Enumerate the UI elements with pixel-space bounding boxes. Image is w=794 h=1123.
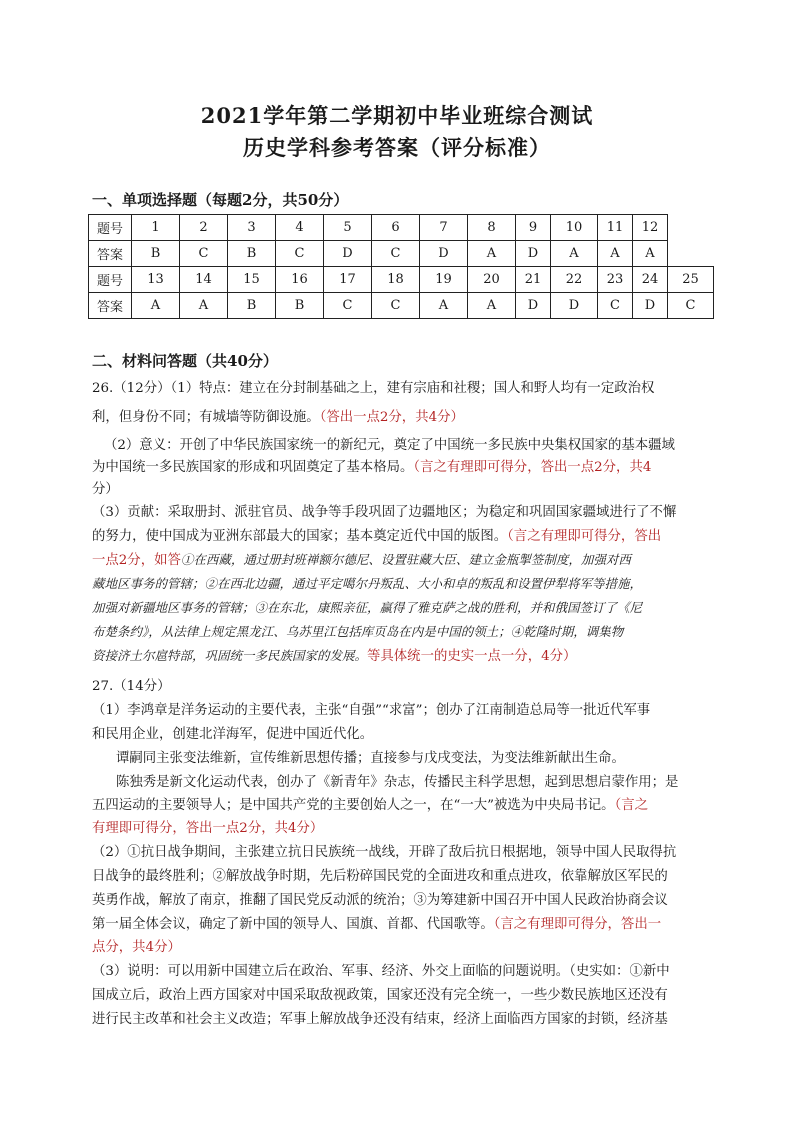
table-cell: A xyxy=(132,293,180,319)
scoring-note: 等具体统一的史实一点一分，4分） xyxy=(367,649,577,664)
answer-text: 五四运动的主要领导人；是中国共产党的主要创始人之一，在“一大”被选为中央局书记。 xyxy=(92,798,615,813)
q27-line xyxy=(92,795,722,817)
q27-line: 和民用企业，创建北洋海军，促进中国近代化。 xyxy=(92,727,374,742)
table-cell: 16 xyxy=(276,267,324,293)
q26-line: 藏地区事务的管辖；②在西北边疆，通过平定噶尔丹叛乱、大小和卓的叛乱和设置伊犁将军等措施， xyxy=(92,576,643,591)
row-label: 答案 xyxy=(89,293,132,319)
empty-cell xyxy=(668,215,714,241)
table-cell: A xyxy=(180,293,228,319)
table-cell: 25 xyxy=(668,267,714,293)
table-cell: 20 xyxy=(468,267,516,293)
table-cell: 3 xyxy=(228,215,276,241)
q26-line xyxy=(92,645,722,668)
table-cell: A xyxy=(468,241,516,267)
q27-line: 谭嗣同主张变法维新，宣传维新思想传播；直接参与戊戌变法，为变法维新献出生命。 xyxy=(116,751,625,766)
q27-line: 英勇作战，解放了南京，推翻了国民党反动派的统治；③为筹建新中国召开中国人民政治协商会议 xyxy=(92,893,668,908)
table-cell: D xyxy=(516,241,551,267)
table-cell: D xyxy=(551,293,598,319)
answer-text: 为中国统一多民族国家的形成和巩固奠定了基本格局。 xyxy=(92,460,414,475)
answer-text: 利，但身份不同；有城墙等防御设施。 xyxy=(92,410,320,425)
table-cell: B xyxy=(132,241,180,267)
table-cell: D xyxy=(324,241,372,267)
table-cell: A xyxy=(468,293,516,319)
table-cell: 24 xyxy=(633,267,668,293)
table-cell: 23 xyxy=(598,267,633,293)
q27-line: 27.（14分） xyxy=(92,679,171,694)
q27-line: （1）李鸿章是洋务运动的主要代表，主张“自强”“求富”；创办了江南制造总局等一批近代军事 xyxy=(92,703,651,718)
table-cell: B xyxy=(276,293,324,319)
table-cell: C xyxy=(598,293,633,319)
section-2-heading: 二、材料问答题（共40分） xyxy=(92,352,278,370)
table-cell: 9 xyxy=(516,215,551,241)
q27-line xyxy=(92,914,722,936)
table-cell: D xyxy=(516,293,551,319)
q27-line: 有理即可得分，答出一点2分，共4分） xyxy=(92,821,324,836)
q27-line: 进行民主改革和社会主义改造；军事上解放战争还没有结束，经济上面临西方国家的封锁，经济基 xyxy=(92,1012,668,1027)
table-cell: 10 xyxy=(551,215,598,241)
table-cell: A xyxy=(633,241,668,267)
table-cell: 7 xyxy=(420,215,468,241)
handwritten-answer: ①在西藏，通过册封班禅额尔德尼、设置驻藏大臣、建立金瓶掣签制度，加强对西 xyxy=(180,552,631,567)
q26-line: 26.（12分）（1）特点：建立在分封制基础之上，建有宗庙和社稷；国人和野人均有一定政治权 xyxy=(92,381,655,396)
table-cell: B xyxy=(228,241,276,267)
answer-row-2 xyxy=(89,293,714,319)
table-cell: 8 xyxy=(468,215,516,241)
table-cell: B xyxy=(228,293,276,319)
table-cell: C xyxy=(372,293,420,319)
row-label: 答案 xyxy=(89,241,132,267)
q26-line xyxy=(92,407,722,429)
table-cell: 15 xyxy=(228,267,276,293)
table-cell: 17 xyxy=(324,267,372,293)
section-1-heading: 一、单项选择题（每题2分，共50分） xyxy=(92,191,349,209)
scoring-note: （答出一点2分，共4分） xyxy=(319,410,464,425)
table-cell: C xyxy=(180,241,228,267)
scoring-note: （言之有理即可得分，答出一点2分，共4 xyxy=(413,460,652,475)
q26-line: 加强对新疆地区事务的管辖；③在东北，康熙亲征，赢得了雅克萨之战的胜利，并和俄国签订了《尼 xyxy=(92,600,643,615)
table-cell: 5 xyxy=(324,215,372,241)
table-cell: C xyxy=(668,293,714,319)
row-label: 题号 xyxy=(89,215,132,241)
table-cell: C xyxy=(372,241,420,267)
table-cell: 6 xyxy=(372,215,420,241)
q26-line xyxy=(92,549,722,572)
question-number-row-2 xyxy=(89,267,714,293)
q27-line: 国成立后，政治上西方国家对中国采取敌视政策，国家还没有完全统一，一些少数民族地区还没有 xyxy=(92,988,668,1003)
q26-line xyxy=(92,526,722,548)
table-cell: 13 xyxy=(132,267,180,293)
answer-table xyxy=(88,214,714,319)
table-cell: 22 xyxy=(551,267,598,293)
table-cell: 11 xyxy=(598,215,633,241)
scoring-note: （言之有理即可得分，答出 xyxy=(507,529,662,544)
table-cell: 1 xyxy=(132,215,180,241)
table-cell: A xyxy=(551,241,598,267)
table-cell: 21 xyxy=(516,267,551,293)
table-cell: 4 xyxy=(276,215,324,241)
q27-line: 日战争的最终胜利；②解放战争时期，先后粉碎国民党的全面进攻和重点进攻，依靠解放区军民的 xyxy=(92,869,668,884)
table-cell: 12 xyxy=(633,215,668,241)
q26-line: （2）意义：开创了中华民族国家统一的新纪元，奠定了中国统一多民族中央集权国家的基本疆域 xyxy=(104,438,675,453)
scoring-note: （言之有理即可得分，答出一 xyxy=(493,917,662,932)
q26-line: 分） xyxy=(92,482,119,497)
table-cell: 2 xyxy=(180,215,228,241)
scoring-note: 一点2分，如答 xyxy=(92,553,181,568)
empty-cell xyxy=(668,241,714,267)
table-cell: 18 xyxy=(372,267,420,293)
table-cell: D xyxy=(633,293,668,319)
q27-line: （2）①抗日战争期间，主张建立抗日民族统一战线，开辟了敌后抗日根据地，领导中国人民取得抗 xyxy=(92,845,677,860)
table-cell: A xyxy=(598,241,633,267)
scoring-note: （言之 xyxy=(614,798,649,813)
answer-text: 第一届全体会议，确定了新中国的领导人、国旗、首都、代国歌等。 xyxy=(92,917,494,932)
page-subtitle: 历史学科参考答案（评分标准） xyxy=(243,135,551,160)
handwritten-answer: 资接济土尔扈特部，巩固统一多民族国家的发展。 xyxy=(92,648,368,663)
table-cell: 19 xyxy=(420,267,468,293)
q26-line xyxy=(92,457,722,479)
page-title: 2021学年第二学期初中毕业班综合测试 xyxy=(200,103,594,128)
table-cell: C xyxy=(324,293,372,319)
table-cell: 14 xyxy=(180,267,228,293)
answer-row-1 xyxy=(89,241,714,267)
table-cell: C xyxy=(276,241,324,267)
q27-line: 点分，共4分） xyxy=(92,940,181,955)
table-cell: A xyxy=(420,293,468,319)
q26-line: 布楚条约》，从法律上规定黑龙江、乌苏里江包括库页岛在内是中国的领土；④乾隆时期，调集物 xyxy=(92,624,624,639)
q27-line: 陈独秀是新文化运动代表，创办了《新青年》杂志，传播民主科学思想，起到思想启蒙作用；是 xyxy=(116,775,679,790)
question-number-row-1 xyxy=(89,215,714,241)
row-label: 题号 xyxy=(89,267,132,293)
q26-line: （3）贡献：采取册封、派驻官员、战争等手段巩固了边疆地区；为稳定和巩固国家疆域进行了不懈 xyxy=(92,505,677,520)
table-cell: D xyxy=(420,241,468,267)
q27-line: （3）说明：可以用新中国建立后在政治、军事、经济、外交上面临的问题说明。（史实如：①新中 xyxy=(92,964,670,979)
answer-text: 的努力，使中国成为亚洲东部最大的国家；基本奠定近代中国的版图。 xyxy=(92,529,508,544)
